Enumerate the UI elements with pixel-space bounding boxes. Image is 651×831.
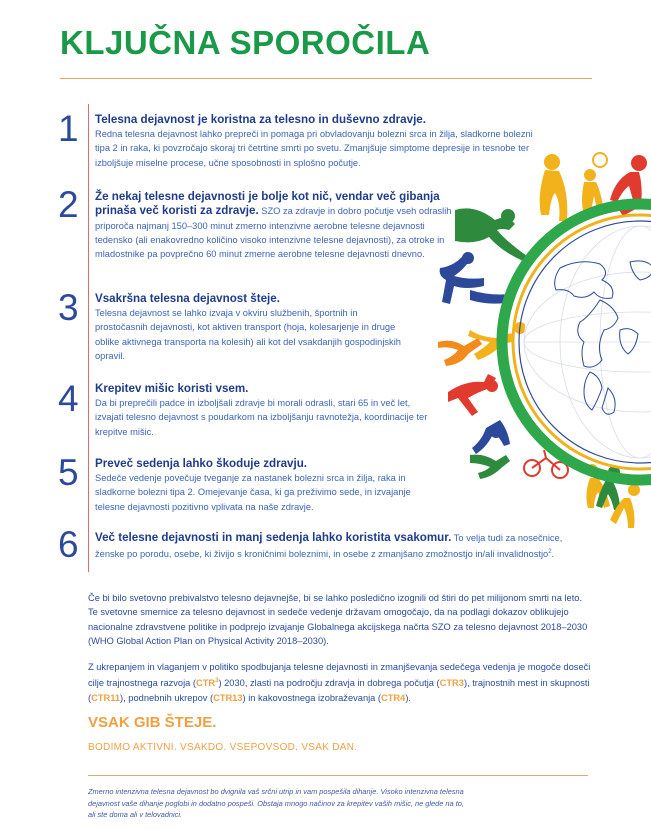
key-message-4 [95, 382, 465, 439]
sdg-ctr11: CTR11 [91, 692, 121, 703]
slogan-subtitle: BODIMO AKTIVNI. VSAKDO. VSEPOVSOD. VSAK DAN. [88, 742, 358, 753]
item-number-2: 2 [58, 184, 79, 225]
sdg-ctr3: CTR3 [439, 678, 464, 689]
key-message-1-body: Redna telesna dejavnost lahko prepreči in pomaga pri obvladovanju bolezni srca in žilja, sladkorne bolezni tipa 2 in raka, ki povzročajo skoraj tri četrtine smrti po svetu. Zmanjšuje simptome depresije in tesnobe ter izboljšuje miselne procese, učne sposobnosti in splošno počutje. [95, 129, 533, 168]
footnote-divider [88, 775, 588, 776]
sdg-ctr-label: CTR [196, 678, 216, 689]
key-message-3 [95, 292, 465, 363]
key-message-6-body: velja tudi za nosečnice, ženske po porodu, osebe, ki živijo s kroničnimi boleznimi, in osebe z zmanjšano zmožnostjo in/ali invalidnostjo [95, 533, 563, 560]
sdg-ctr-sup: 3 [215, 678, 219, 685]
key-message-6-heading: Več telesne dejavnosti in manj sedenja lahko koristita vsakomur. [95, 531, 452, 544]
key-message-5 [95, 457, 465, 514]
vertical-divider [88, 104, 89, 572]
key-message-2-heading: Že nekaj telesne dejavnosti je bolje kot nič, vendar več gibanja prinaša več koristi za zdravje. [95, 190, 440, 218]
footnote-marker: 2 [548, 549, 552, 556]
key-message-1-heading: Telesna dejavnost je koristna za telesno in duševno zdravje. [95, 113, 426, 126]
key-message-5-body: Sedeče vedenje povečuje tveganje za nastanek bolezni srca in žilja, raka in sladkorne bolezni tipa 2. Omejevanje časa, ki ga preživimo sede, in izvajanje telesne dejavnosti pozitivno vplivata na naše zdravje. [95, 473, 411, 512]
key-message-4-body: Da bi preprečili padce in izboljšali zdravje bi morali odrasli, stari 65 in več let, izvajati telesno dejavnost s poudarkom na izboljšanju ravnotežja, koordinacije ter krepitve mišic. [95, 398, 428, 437]
item-number-1: 1 [58, 108, 79, 149]
sdg-text-1: Z ukrepanjem in vlaganjem v politiko spodbujanja telesne dejavnosti in zmanjševanja sedečega vedenja je mogoče doseči cilje trajnostnega razvoja ( [88, 662, 591, 689]
sdg-text-4: ), podnebnih ukrepov ( [120, 692, 214, 703]
world-map-outline [555, 261, 651, 414]
item-number-3: 3 [58, 287, 79, 328]
key-message-2-body: SZO za zdravje in dobro počutje vseh odraslih priporoča najmanj 150–300 minut zmerno intenzivne aerobne telesne dejavnosti tedensko (ali enakovredno količino visoko intenzivne telesne dejavnosti), za otroke in mladostnike pa povprečno 60 minut zmerne aerobne telesne dejavnosti dnevno. [95, 206, 452, 260]
key-message-3-heading: Vsakršna telesna dejavnost šteje. [95, 292, 280, 305]
key-message-1 [95, 113, 533, 170]
athlete-silhouettes [438, 153, 647, 528]
intro-paragraph: Če bi bilo svetovno prebivalstvo telesno dejavnejše, bi se lahko posledično izognili od štiri do pet milijonom smrti na leto. Te svetovne smernice za telesno dejavnost in sedeče vedenje državam omogočajo, da na podlagi dokazov oblikujejo nacionalne zdravstvene politike in podprejo izvajanje Globalnega akcijskega načrta SZO za telesno dejavnost 2018–2030 (WHO Global Action Plan on Physical Activity 2018–2030). [88, 593, 588, 646]
sdg-ctr4: CTR4 [381, 692, 406, 703]
item-number-6: 6 [58, 524, 79, 565]
footnote: Zmerno intenzivna telesna dejavnost bo dvignila vaš srčni utrip in vam pospešila dihanje. Visoko intenzivna telesna dejavnost vaše dihanje poglobi in dodatno pospeši. Obstaja mnogo načinov za krepitev vaših mišic, ne glede na to, ali ste doma ali v telovadnici. [88, 787, 464, 819]
sdg-ctr13: CTR13 [213, 692, 243, 703]
key-message-6-end: . [551, 549, 555, 560]
item-number-4: 4 [58, 378, 79, 419]
sdg-text-3: ), trajnostnih mest in skupnosti ( [88, 678, 590, 703]
sdg-text-2: ) 2030, zlasti na področju zdravja in dobrega počutja ( [218, 678, 440, 689]
globe-ring [502, 204, 651, 480]
title-divider [60, 78, 592, 79]
key-message-6 [95, 531, 575, 562]
page-title: KLJUČNA SPOROČILA [60, 24, 431, 61]
key-message-4-heading: Krepitev mišic koristi vsem. [95, 382, 249, 395]
item-number-5: 5 [58, 452, 79, 493]
key-message-3-body: Telesna dejavnost se lahko izvaja v okviru službenih, športnih in prostočasnih dejavnosti, kot aktiven transport (hoja, kolesarjenje in druge oblike aktivnega transporta na kolesih) ali kot del vsakdanjih gospodinjskih opravil. [95, 308, 401, 361]
sdg-text-6: ). [405, 692, 411, 703]
slogan: VSAK GIB ŠTEJE. [88, 714, 217, 731]
sdg-text-5: ) in kakovostnega izobraževanja ( [242, 692, 382, 703]
key-message-6-body-lead: To [453, 533, 464, 543]
key-message-5-heading: Preveč sedenja lahko škoduje zdravju. [95, 457, 307, 470]
sdg-paragraph [88, 660, 593, 705]
key-message-2 [95, 190, 465, 261]
